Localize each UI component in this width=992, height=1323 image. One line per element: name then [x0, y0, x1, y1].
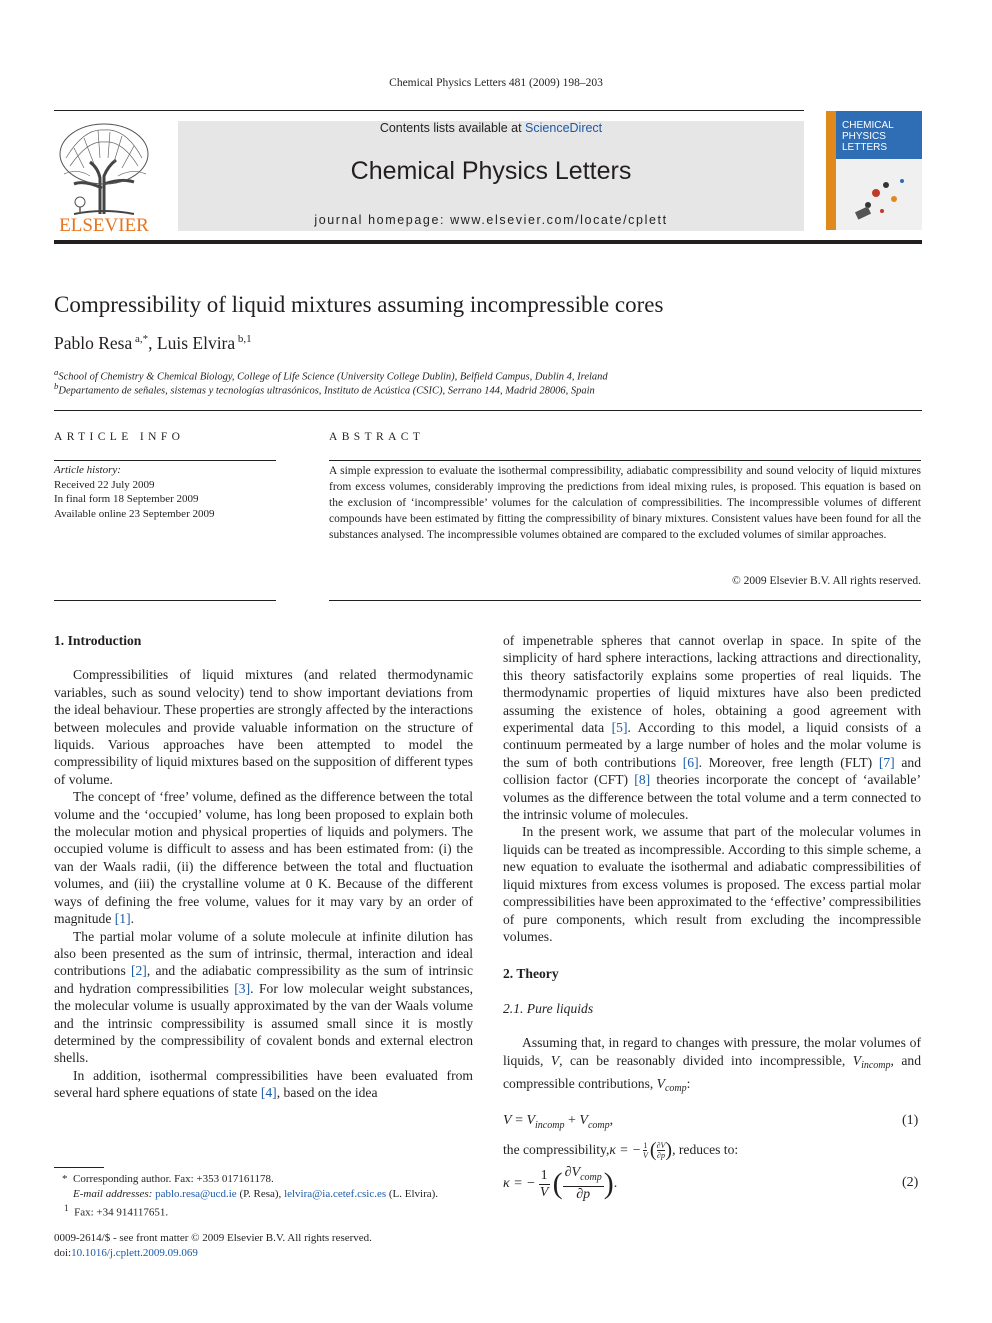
- article-info-bottom-rule: [54, 600, 276, 601]
- journal-title: Chemical Physics Letters: [350, 157, 632, 185]
- contents-prefix: Contents lists available at: [379, 121, 526, 135]
- article-history: [54, 463, 276, 521]
- kappa-paren-open: (: [649, 1138, 657, 1161]
- eq2-period: .: [613, 1176, 618, 1191]
- footnotes: [54, 1172, 474, 1220]
- intro-paragraph-1: Compressibilities of liquid mixtures (and related thermodynamic variables, such as sound velocity) tend to show important deviations from the ideal behaviour. These properties are strongly affected by the interactions between molecules and provide valuable information on the structure of liquids. Various approaches have been attempted to model the compressibility of liquid mixtures based on the supposition of different types of volume.: [54, 667, 473, 787]
- journal-cover: [826, 111, 922, 230]
- eq1-V: V: [503, 1113, 512, 1128]
- ref-8-link[interactable]: [8]: [634, 772, 651, 788]
- intro-paragraph-3: [54, 928, 473, 1067]
- kappa-dp: ∂p: [657, 1150, 665, 1160]
- affil-rule: [54, 410, 922, 411]
- cover-line-2: PHYSICS: [842, 131, 886, 142]
- intro-p4-a: In addition, isothermal compressibilities have been evaluated from several hard sphere equations of state: [54, 1067, 473, 1101]
- ref-5-link[interactable]: [5]: [611, 720, 628, 736]
- author-2: Luis Elvira: [156, 333, 236, 353]
- elsevier-tree-icon: [54, 118, 154, 236]
- equation-2: [503, 1166, 617, 1202]
- kappa-text-a: the compressibility,: [503, 1142, 610, 1157]
- eq1-V2: V: [579, 1113, 588, 1128]
- kappa-symbol: κ = −: [609, 1142, 642, 1157]
- online-date: Available online 23 September 2009: [54, 507, 215, 520]
- left-column: [54, 632, 473, 1102]
- affil-b-marker: b: [54, 381, 59, 391]
- author-2-affil[interactable]: b,1: [237, 333, 252, 346]
- cover-line-1: CHEMICAL: [842, 120, 894, 131]
- eq2-lhs: κ = −: [503, 1176, 536, 1191]
- intro-p5-e: theories incorporate the concept of ‘available’ volumes as the difference between the total volume and a term connected to the intrinsic volume of molecules.: [503, 772, 921, 823]
- elsevier-wordmark: ELSEVIER: [59, 215, 149, 236]
- footnote-one: 1: [64, 1203, 69, 1214]
- author-separator: ,: [148, 333, 157, 353]
- footnote-rule: [54, 1167, 104, 1168]
- theory-p1-c: , and compressible contributions,: [503, 1052, 921, 1091]
- header-rule-bottom: [54, 240, 922, 244]
- abstract-heading: ABSTRACT: [329, 431, 425, 443]
- eq1-sub-comp: comp: [587, 1119, 610, 1131]
- intro-paragraph-4: [54, 1067, 473, 1102]
- eq1-plus: +: [564, 1113, 580, 1128]
- eq2-frac-num: 1: [540, 1167, 548, 1183]
- intro-paragraph-6: In the present work, we assume that part of the molecular volumes in liquids can be treated as incompressible. According to this simple scheme, a new equation to evaluate the isothermal and adiabatic compressibilities of liquid mixtures from excess volumes is proposed. The excess partial molar compressibilities have been approximated to the ‘effective’ compressibilities of pure components, which result from excluding the incompressible volumes.: [503, 824, 921, 944]
- kappa-deriv: [657, 1141, 666, 1160]
- email-elvira-name: (L. Elvira).: [386, 1187, 439, 1200]
- cover-line-3: LETTERS: [842, 142, 888, 153]
- equation-2-number: (2): [902, 1175, 919, 1190]
- var-V-incomp: V: [852, 1052, 862, 1068]
- author-1: Pablo Resa: [54, 333, 133, 353]
- intro-p3-b: , and the adiabatic compressibility as the sum of intrinsic and hydration compressibilities: [54, 963, 473, 996]
- corresponding-text: Corresponding author. Fax: +353 017161178.: [73, 1173, 274, 1185]
- intro-p3-c: . For low molecular weight substances, the molecular volume is usually approximated by the van der Waals volume and the intrinsic compressibility is assumed small since it is mostly determined by the compressibility of covalent bonds and external electron shells.: [54, 980, 473, 1066]
- intro-paragraph-2: [54, 788, 473, 927]
- section-2-1-title: 2.1. Pure liquids: [503, 1000, 594, 1016]
- journal-citation: Chemical Physics Letters 481 (2009) 198–203: [389, 77, 603, 89]
- received-date: Received 22 July 2009: [54, 478, 155, 491]
- header-rule-top: [54, 110, 804, 111]
- article-title: Compressibility of liquid mixtures assuming incompressible cores: [54, 292, 664, 317]
- doi-line: [54, 1246, 474, 1261]
- eq2-deriv: [563, 1165, 604, 1203]
- right-column: [503, 632, 921, 1098]
- revised-date: In final form 18 September 2009: [54, 493, 199, 506]
- intro-p5-a: of impenetrable spheres that cannot overlap in space. In spite of the simplicity of hard sphere interactions, lacking attractions and directionality, this theory satisfactorily explains some properties of real liquids. The thermodynamic properties of liquid mixtures have also been predicted assuming the existence of holes, obtaining a good agreement with experimental data: [503, 633, 921, 736]
- intro-paragraph-5: [503, 632, 921, 823]
- affil-a-marker: a: [54, 367, 59, 377]
- abstract-copyright: © 2009 Elsevier B.V. All rights reserved.: [732, 575, 921, 587]
- eq2-dV: ∂V: [564, 1165, 581, 1181]
- article-info-rule: [54, 460, 276, 461]
- email-label: E-mail addresses:: [73, 1187, 156, 1200]
- affiliation-b: [54, 381, 595, 397]
- intro-p2-text: The concept of ‘free’ volume, defined as the difference between the total volume and the ‘occupied’ volume, has long been proposed to explain both the molecular motion and physical properties of liquids and polymers. The occupied volume is difficult to assess and has been estimated from: (i) the van der Waals radii, (ii) the difference between the total and fluctuation volumes, and (iii) the crystalline volume at 0 K. Because of the different ways of defining the free volume, values for it may vary by an order of magnitude: [54, 789, 473, 927]
- intro-p2-end: .: [130, 911, 135, 927]
- abstract-rule: [329, 460, 921, 461]
- footnote-star: *: [62, 1173, 68, 1185]
- eq1-comma: ,: [609, 1113, 614, 1128]
- equation-1-number: (1): [902, 1113, 919, 1128]
- footnote-corresponding: [54, 1172, 474, 1187]
- history-label: Article history:: [54, 464, 121, 476]
- issn-line: 0009-2614/$ - see front matter © 2009 Elsevier B.V. All rights reserved.: [54, 1232, 372, 1244]
- intro-p5-c: . Moreover, free length (FLT): [698, 754, 879, 770]
- intro-p3-a: The partial molar volume of a solute molecule at infinite dilution has also been presented as the sum of intrinsic, thermal, interaction and ideal contributions: [54, 928, 473, 979]
- section-2-title: 2. Theory: [503, 966, 559, 982]
- equation-1: [503, 1113, 613, 1131]
- eq2-frac-den: V: [539, 1184, 549, 1200]
- kappa-paren-close: ): [665, 1138, 673, 1161]
- eq1-sub-incomp: incomp: [535, 1119, 565, 1131]
- email-elvira-link[interactable]: lelvira@ia.cetef.csic.es: [284, 1187, 387, 1200]
- bottom-info: [54, 1231, 474, 1260]
- intro-p5-b: . According to this model, a liquid consists of a continuum permeated by a large number of holes and the molar volume is the sum of both contributions: [503, 720, 921, 770]
- ref-3-link[interactable]: [3]: [234, 980, 251, 996]
- doi-label: doi:: [54, 1246, 72, 1259]
- var-V-incomp-sub: incomp: [861, 1060, 891, 1072]
- email-resa-link[interactable]: pablo.resa@ucd.ie: [155, 1187, 237, 1200]
- intro-p4-b: , based on the idea: [276, 1085, 378, 1101]
- contents-line: [178, 121, 804, 135]
- ref-2-link[interactable]: [2]: [130, 963, 147, 979]
- eq2-paren-open: (: [552, 1167, 563, 1200]
- author-list: [54, 333, 252, 354]
- elsevier-logo: [54, 118, 154, 236]
- journal-homepage[interactable]: journal homepage: www.elsevier.com/locate/cplett: [314, 213, 668, 227]
- theory-p1-a: Assuming that, in regard to changes with pressure, the molar volumes of liquids,: [503, 1035, 921, 1068]
- intro-p5-d: and collision factor (CFT): [503, 754, 921, 788]
- doi-link[interactable]: 10.1016/j.cplett.2009.09.069: [71, 1246, 198, 1259]
- affil-b-text: Departamento de señales, sistemas y tecnologías ultrasónicos, Instituto de Acústica (CSIC), Serrano 144, Madrid 28006, Spain: [58, 385, 595, 397]
- theory-paragraph-1: [503, 1034, 921, 1098]
- var-V-comp-sub: comp: [664, 1083, 687, 1095]
- eq1-equals: =: [511, 1113, 527, 1128]
- author-1-affil[interactable]: a,*: [135, 333, 149, 346]
- sciencedirect-link[interactable]: ScienceDirect: [525, 121, 603, 135]
- email-resa-name: (P. Resa),: [236, 1187, 285, 1200]
- theory-p1-d: :: [686, 1075, 691, 1091]
- var-V: V: [550, 1052, 560, 1068]
- abstract-bottom-rule: [329, 600, 921, 601]
- kappa-frac-num: 1: [643, 1140, 648, 1150]
- affil-a-text: School of Chemistry & Chemical Biology, College of Life Science (University College Dublin), Belfield Campus, Dublin 4, Ireland: [58, 371, 608, 383]
- fax-text: Fax: +34 914117651.: [74, 1206, 169, 1219]
- ref-4-link[interactable]: [4]: [260, 1085, 277, 1101]
- eq2-dV-sub: comp: [580, 1171, 602, 1183]
- kappa-frac: [643, 1141, 648, 1160]
- theory-p1-b: , can be reasonably divided into incompressible,: [559, 1052, 853, 1068]
- ref-1-link[interactable]: [1]: [114, 911, 131, 927]
- section-1-title: 1. Introduction: [54, 633, 142, 648]
- ref-6-link[interactable]: [6]: [682, 754, 699, 770]
- kappa-text-b: , reduces to:: [672, 1142, 739, 1157]
- abstract-text: A simple expression to evaluate the isothermal compressibility, adiabatic compressibility and sound velocity of liquid mixtures from excess volumes, considerably improving the predictions from ideal mixing rules, is proposed. This equation is based on the exclusion of ‘incompressible’ volumes for the calculation of compressibilities. The incompressible volumes of different compounds have been estimated by fitting the compressibility of binary mixtures. Consistent values have been found for all the substances analysed. The incompressible volumes obtained are compared to the excluded volumes of similar approaches.: [329, 465, 921, 541]
- eq1-V1: V: [526, 1113, 536, 1128]
- eq2-dp: ∂p: [576, 1186, 591, 1202]
- footnote-fax: [54, 1201, 474, 1220]
- var-V-comp: V: [656, 1075, 665, 1091]
- eq2-frac: [539, 1168, 550, 1201]
- journal-cover-image: [826, 111, 922, 230]
- footnote-emails: [54, 1187, 474, 1202]
- ref-7-link[interactable]: [7]: [878, 754, 895, 770]
- kappa-dV: ∂V: [656, 1140, 666, 1150]
- eq2-paren-close: ): [603, 1167, 614, 1200]
- kappa-frac-den: V: [643, 1150, 648, 1160]
- article-info-heading: ARTICLE INFO: [54, 431, 185, 443]
- kappa-definition: [503, 1136, 738, 1164]
